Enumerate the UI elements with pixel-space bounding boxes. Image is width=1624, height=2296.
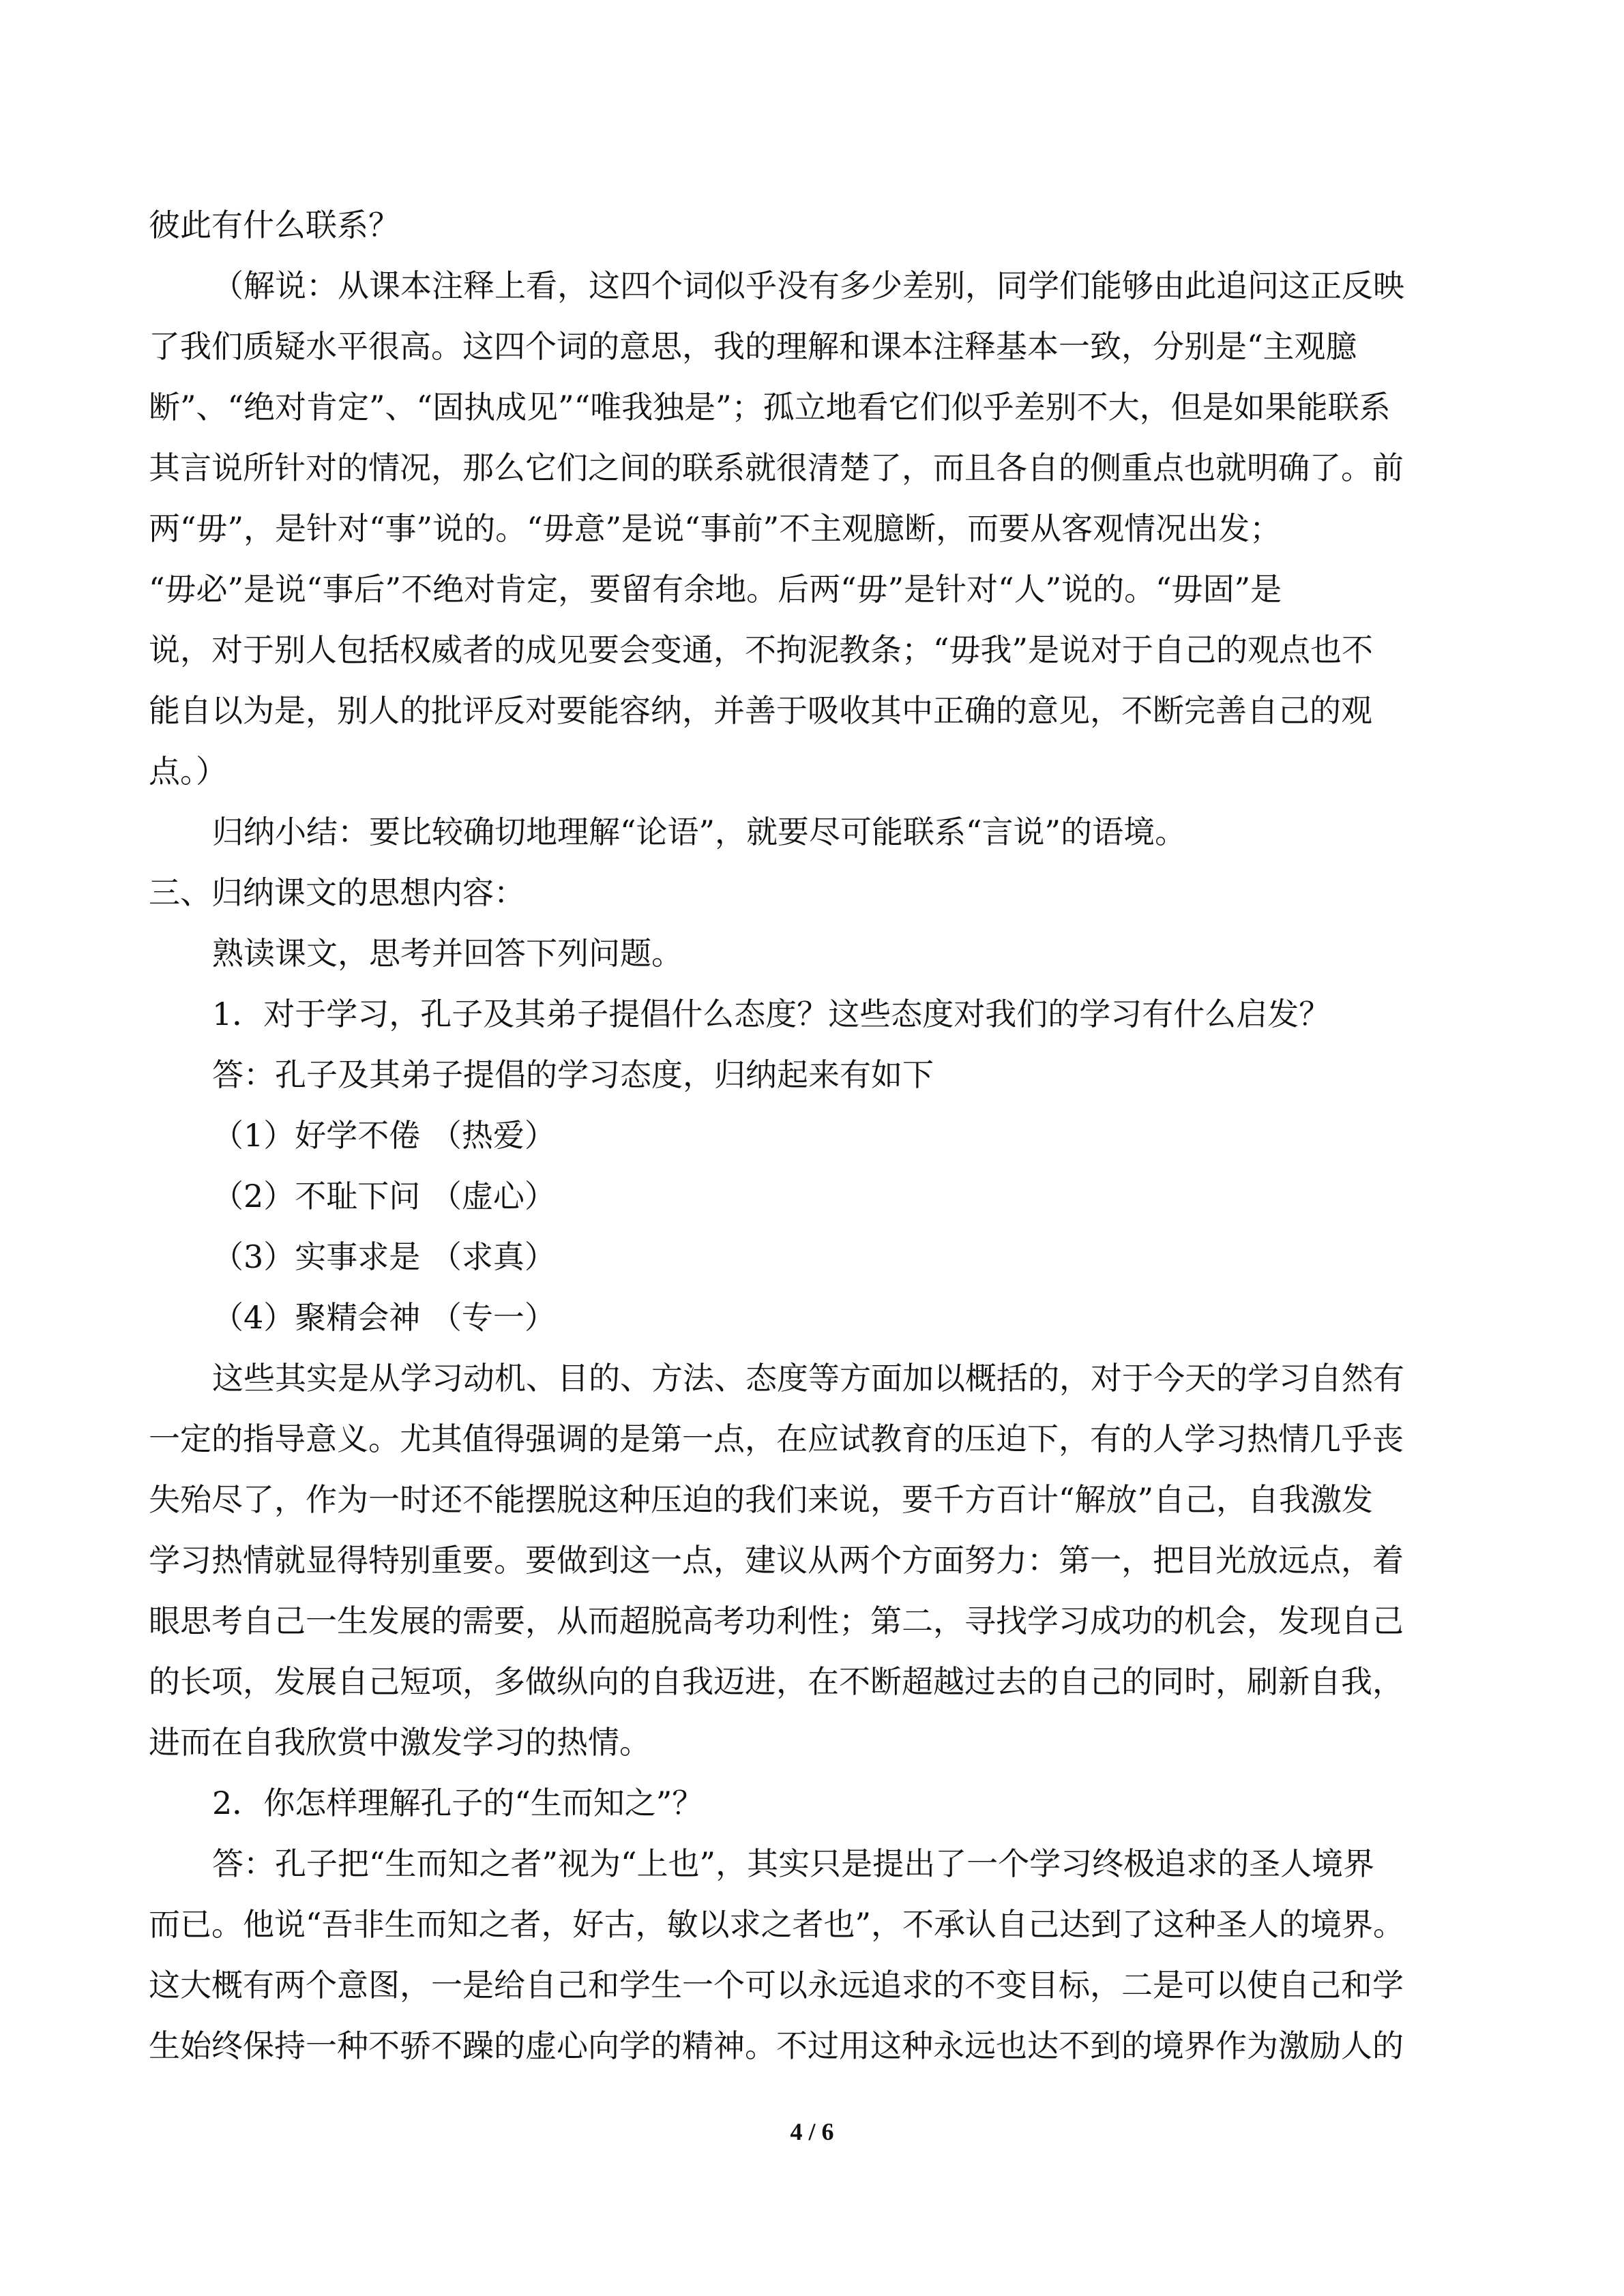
- text-line: 两“毋”，是针对“事”说的。“毋意”是说“事前”不主观臆断，而要从客观情况出发；: [149, 510, 1282, 547]
- text-line: 断”、“绝对肯定”、“固执成见”“唯我独是”；孤立地看它们似乎差别不大，但是如果能联系: [149, 389, 1391, 426]
- question-line: 2．你怎样理解孔子的“生而知之”？: [212, 1785, 704, 1821]
- text-line: 熟读课文，思考并回答下列问题。: [212, 935, 683, 972]
- answer-line: 答：孔子把“生而知之者”视为“上也”，其实只是提出了一个学习终极追求的圣人境界: [212, 1845, 1375, 1882]
- text-line: 进而在自我欣赏中激发学习的热情。: [149, 1724, 651, 1761]
- list-item: （1）好学不倦 （热爱）: [212, 1117, 556, 1154]
- text-line: 点。）: [149, 753, 227, 790]
- text-line: （解说：从课本注释上看，这四个词似乎没有多少差别，同学们能够由此追问这正反映: [212, 267, 1404, 304]
- text-line: 而已。他说“吾非生而知之者，好古，敏以求之者也”，不承认自己达到了这种圣人的境界。: [149, 1906, 1405, 1943]
- list-item: （3）实事求是 （求真）: [212, 1238, 556, 1275]
- section-heading: 三、归纳课文的思想内容：: [149, 874, 525, 911]
- text-line: 学习热情就显得特别重要。要做到这一点，建议从两个方面努力：第一，把目光放远点，着: [149, 1542, 1404, 1579]
- text-line: 说，对于别人包括权威者的成见要会变通，不拘泥教条；“毋我”是说对于自己的观点也不: [149, 631, 1374, 668]
- text-line: 生始终保持一种不骄不躁的虚心向学的精神。不过用这种永远也达不到的境界作为激励人的: [149, 2027, 1404, 2064]
- text-line: 这些其实是从学习动机、目的、方法、态度等方面加以概括的，对于今天的学习自然有: [212, 1360, 1404, 1397]
- question-line: 1．对于学习，孔子及其弟子提倡什么态度？这些态度对我们的学习有什么启发？: [212, 996, 1331, 1032]
- text-line: 归纳小结：要比较确切地理解“论语”，就要尽可能联系“言说”的语境。: [212, 814, 1187, 850]
- text-line: “毋必”是说“事后”不绝对肯定，要留有余地。后两“毋”是针对“人”说的。“毋固”是: [149, 571, 1282, 608]
- text-line: 一定的指导意义。尤其值得强调的是第一点，在应试教育的压迫下，有的人学习热情几乎丧: [149, 1420, 1404, 1457]
- list-item: （4）聚精会神 （专一）: [212, 1299, 556, 1336]
- text-line: 能自以为是，别人的批评反对要能容纳，并善于吸收其中正确的意见，不断完善自己的观: [149, 692, 1372, 729]
- text-line: 彼此有什么联系？: [149, 207, 400, 243]
- text-line: 了我们质疑水平很高。这四个词的意思，我的理解和课本注释基本一致，分别是“主观臆: [149, 328, 1357, 365]
- answer-line: 答：孔子及其弟子提倡的学习态度，归纳起来有如下: [212, 1056, 934, 1093]
- text-line: 眼思考自己一生发展的需要，从而超脱高考功利性；第二，寻找学习成功的机会，发现自己: [149, 1602, 1404, 1639]
- page-number: 4 / 6: [790, 2118, 834, 2145]
- text-line: 这大概有两个意图，一是给自己和学生一个可以永远追求的不变目标，二是可以使自己和学: [149, 1967, 1404, 2003]
- text-line: 其言说所针对的情况，那么它们之间的联系就很清楚了，而且各自的侧重点也就明确了。前: [149, 449, 1404, 486]
- text-line: 的长项，发展自己短项，多做纵向的自我迈进，在不断超越过去的自己的同时，刷新自我，: [149, 1663, 1404, 1700]
- text-line: 失殆尽了，作为一时还不能摆脱这种压迫的我们来说，要千方百计“解放”自己，自我激发: [149, 1481, 1374, 1518]
- list-item: （2）不耻下问 （虚心）: [212, 1178, 556, 1214]
